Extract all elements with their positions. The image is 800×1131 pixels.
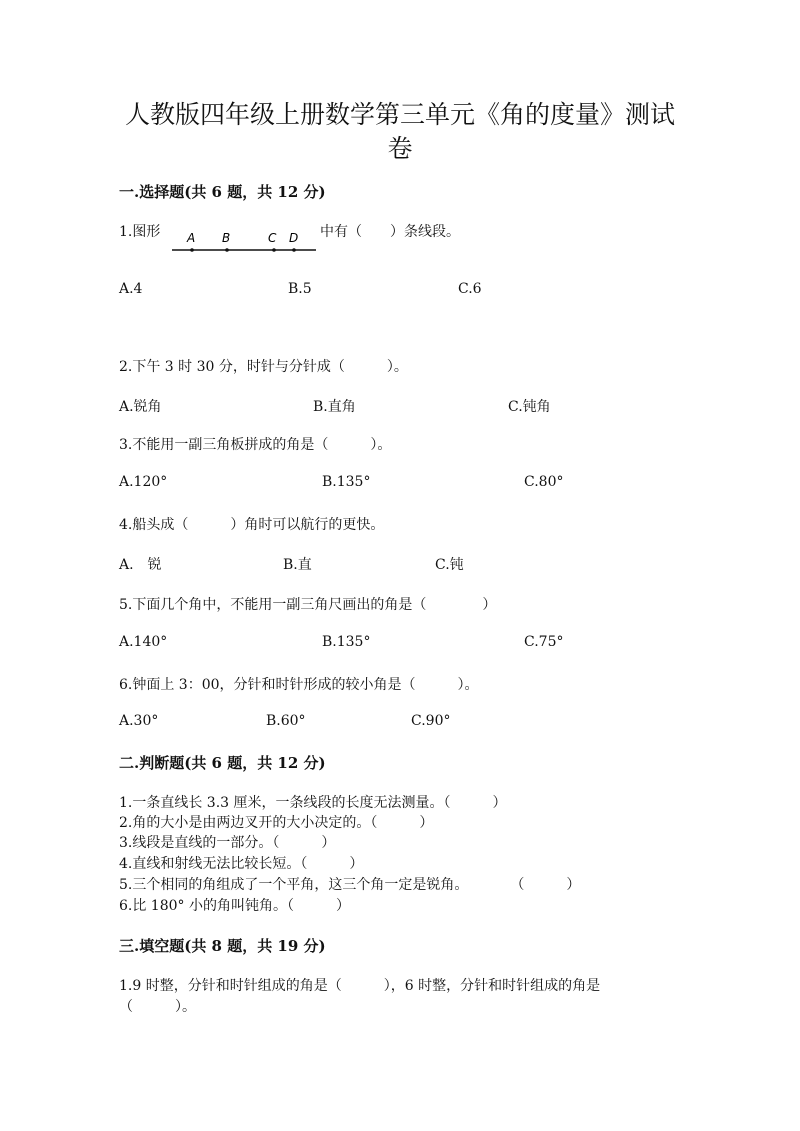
- q3-option-c: C.80°: [524, 474, 564, 490]
- point-c-label: C: [268, 231, 277, 245]
- q2-option-c: C.钝角: [508, 399, 551, 415]
- question-5: 5.下面几个角中，不能用一副三角尺画出的角是（ ）: [119, 597, 497, 613]
- fill-question-1-line-2: （ ）。: [119, 999, 196, 1015]
- q5-option-b: B.135°: [322, 634, 371, 650]
- section-heading-true-false: 二.判断题(共 6 题，共 12 分): [119, 754, 326, 772]
- judge-item-5: 5.三个相同的角组成了一个平角，这三个角一定是锐角。 （ ）: [119, 877, 581, 893]
- judge-item-4: 4.直线和射线无法比较长短。（ ）: [119, 856, 364, 872]
- point-a-label: A: [187, 231, 196, 245]
- point-b-dot: [225, 248, 229, 252]
- question-2: 2.下午 3 时 30 分，时针与分针成（ ）。: [119, 359, 408, 375]
- q2-option-a: A.锐角: [119, 399, 162, 415]
- q1-option-a: A.4: [119, 281, 143, 297]
- fill-question-1-line-1: 1.9 时整，分针和时针组成的角是（ ），6 时整，分针和时针组成的角是: [119, 978, 601, 994]
- q3-option-a: A.120°: [119, 474, 168, 490]
- page-title: 人教版四年级上册数学第三单元《角的度量》测试: [124, 100, 675, 129]
- line-segment-figure: [170, 227, 320, 257]
- section-heading-fill-blank: 三.填空题(共 8 题，共 19 分): [119, 937, 326, 955]
- question-3: 3.不能用一副三角板拼成的角是（ ）。: [119, 437, 392, 453]
- point-c-dot: [272, 248, 276, 252]
- q1-option-c: C.6: [458, 281, 482, 297]
- question-6: 6.钟面上 3：00，分针和时针形成的较小角是（ ）。: [119, 677, 479, 693]
- q5-option-c: C.75°: [524, 634, 564, 650]
- page-title-continued: 卷: [387, 134, 413, 163]
- q6-option-a: A.30°: [119, 713, 159, 729]
- judge-item-6: 6.比 180° 小的角叫钝角。（ ）: [119, 898, 350, 914]
- q4-option-c: C.钝: [435, 557, 464, 573]
- q6-option-b: B.60°: [266, 713, 306, 729]
- q1-option-b: B.5: [288, 281, 312, 297]
- q6-option-c: C.90°: [411, 713, 451, 729]
- question-1-suffix: 中有（ ）条线段。: [320, 224, 460, 240]
- judge-item-1: 1.一条直线长 3.3 厘米，一条线段的长度无法测量。（ ）: [119, 795, 507, 811]
- q5-option-a: A.140°: [119, 634, 168, 650]
- question-1-prefix: 1.图形: [119, 224, 161, 240]
- q2-option-b: B.直角: [313, 399, 356, 415]
- point-a-dot: [190, 248, 194, 252]
- point-b-label: B: [222, 231, 231, 245]
- q3-option-b: B.135°: [322, 474, 371, 490]
- judge-item-3: 3.线段是直线的一部分。（ ）: [119, 835, 336, 851]
- point-d-label: D: [289, 231, 299, 245]
- q4-option-b: B.直: [283, 557, 312, 573]
- section-heading-choice: 一.选择题(共 6 题，共 12 分): [119, 183, 326, 201]
- question-4: 4.船头成（ ）角时可以航行的更快。: [119, 517, 385, 533]
- judge-item-2: 2.角的大小是由两边叉开的大小决定的。（ ）: [119, 815, 434, 831]
- point-d-dot: [292, 248, 296, 252]
- q4-option-a: A. 锐: [119, 557, 162, 573]
